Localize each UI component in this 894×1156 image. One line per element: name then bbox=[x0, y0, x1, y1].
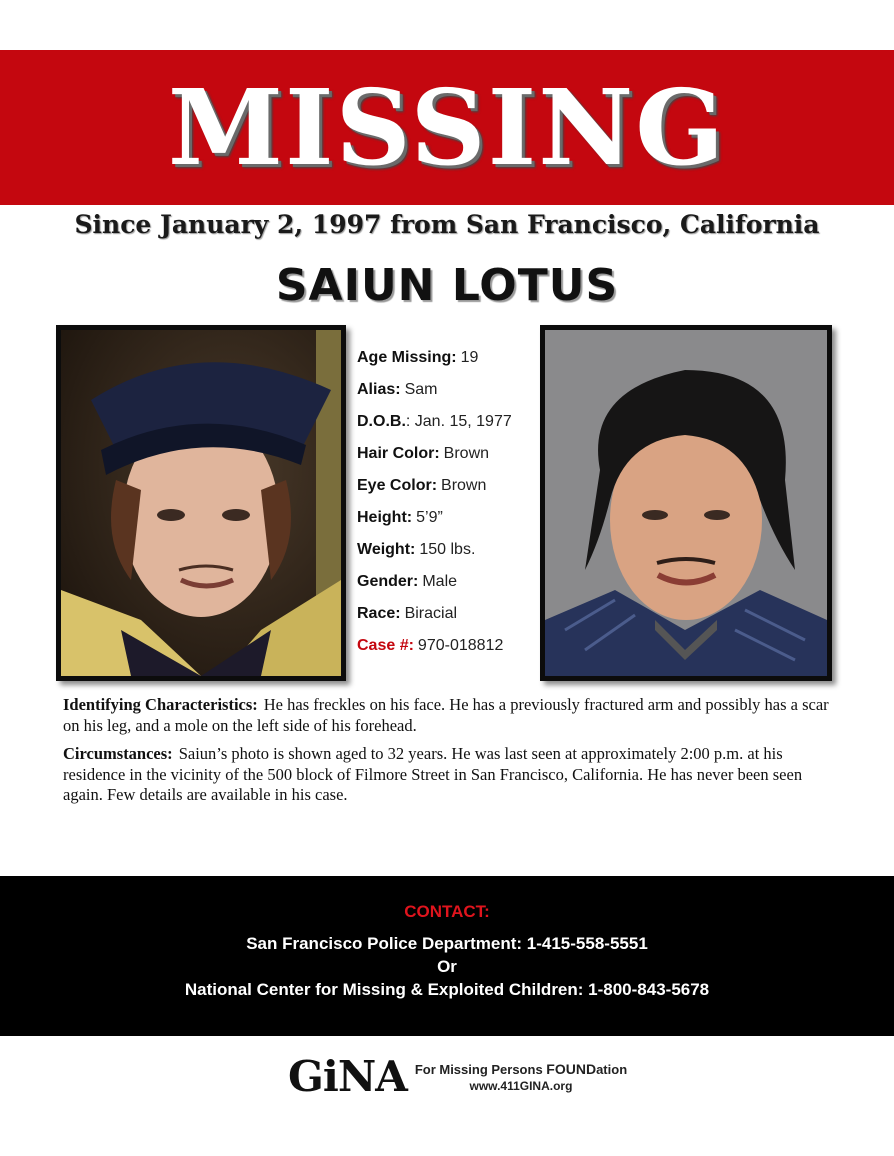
identifying-characteristics: Identifying Characteristics: He has freckles on his face. He has a previously fractured arm and possibly has a scar on his leg, and a mole on the left side of his forehead. bbox=[63, 695, 829, 735]
age-progressed-photo bbox=[540, 325, 832, 681]
gina-tagline: For Missing Persons FOUNDation www.411GINA.org bbox=[414, 1061, 628, 1093]
detail-hair-color: Hair Color: Brown bbox=[357, 445, 490, 462]
contact-police: San Francisco Police Department: 1-415-558-5551 bbox=[246, 934, 648, 953]
missing-title: MISSING bbox=[167, 65, 727, 189]
missing-since-line: Since January 2, 1997 from San Francisco, California bbox=[74, 210, 820, 239]
detail-dob: D.O.B.: Jan. 15, 1977 bbox=[357, 413, 512, 430]
contact-or: Or bbox=[437, 957, 457, 976]
gina-footer bbox=[288, 1052, 628, 1102]
missing-banner bbox=[0, 50, 894, 205]
contact-section bbox=[0, 876, 894, 1036]
graduation-portrait-icon bbox=[61, 330, 341, 676]
gina-url: www.411GINA.org bbox=[469, 1079, 573, 1093]
detail-race: Race: Biracial bbox=[357, 605, 458, 622]
case-description bbox=[63, 695, 833, 814]
gina-logo: GiNA bbox=[288, 1052, 407, 1101]
detail-alias: Alias: Sam bbox=[357, 381, 438, 398]
detail-height: Height: 5’9” bbox=[357, 509, 443, 526]
detail-eye-color: Eye Color: Brown bbox=[357, 477, 487, 494]
age-progressed-portrait-icon bbox=[545, 330, 827, 676]
detail-age-missing: Age Missing: 19 bbox=[357, 349, 479, 366]
person-details bbox=[357, 342, 537, 662]
contact-ncmec: National Center for Missing & Exploited Children: 1-800-843-5678 bbox=[184, 980, 710, 999]
contact-heading: CONTACT: bbox=[404, 902, 490, 921]
person-name: SAIUN LOTUS bbox=[275, 260, 619, 311]
circumstances: Circumstances: Saiun’s photo is shown aged to 32 years. He was last seen at approximately 2:00 p.m. at his residence in the vicinity of the 500 block of Filmore Street in San Francisco, California. He has never been seen again. Few details are available in his case. bbox=[63, 744, 803, 804]
detail-weight: Weight: 150 lbs. bbox=[357, 541, 476, 558]
detail-gender: Gender: Male bbox=[357, 573, 458, 590]
graduation-photo bbox=[56, 325, 346, 681]
detail-case-number: Case #: 970-018812 bbox=[357, 637, 504, 654]
